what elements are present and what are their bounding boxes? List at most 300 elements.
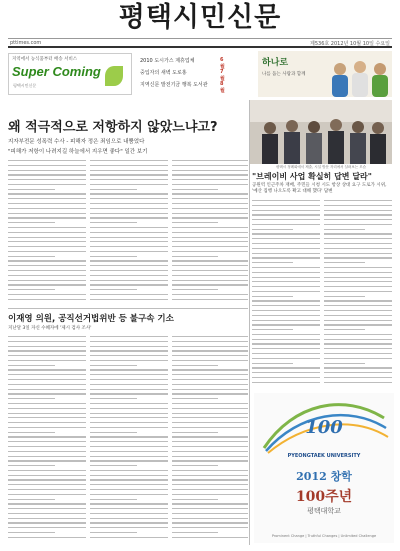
text-line (90, 479, 168, 480)
schedule-row (140, 69, 225, 82)
text-line (90, 470, 168, 471)
text-line (324, 277, 392, 278)
text-line (90, 241, 168, 242)
text-line (90, 193, 168, 194)
text-line (8, 470, 86, 471)
lead-body-column-3 (172, 160, 248, 305)
text-line (8, 251, 86, 252)
text-line (172, 393, 248, 394)
text-line (172, 494, 248, 495)
text-line (324, 320, 392, 321)
text-line (172, 408, 248, 409)
text-line (90, 227, 168, 228)
text-line (8, 537, 86, 538)
text-line (90, 369, 168, 370)
text-line (172, 532, 218, 533)
text-line (252, 281, 320, 282)
text-line (90, 246, 168, 247)
text-line (172, 246, 248, 247)
text-line (8, 436, 86, 437)
text-line (90, 393, 168, 394)
text-line (8, 374, 86, 375)
text-line (172, 499, 218, 500)
text-line (90, 508, 168, 509)
text-line (172, 299, 248, 300)
text-line (8, 256, 55, 257)
text-line (8, 265, 86, 266)
text-line (252, 353, 320, 354)
text-line (252, 367, 320, 368)
text-line (90, 503, 168, 504)
text-line (8, 336, 86, 337)
text-line (324, 267, 392, 268)
newspaper-title: 평택시민신문 (118, 2, 282, 33)
text-line (8, 527, 86, 528)
people-illustration (326, 57, 390, 97)
text-line (8, 275, 86, 276)
text-line (172, 518, 248, 519)
text-line (8, 198, 86, 199)
text-line (90, 475, 168, 476)
text-line (90, 174, 168, 175)
text-line (8, 360, 86, 361)
text-line (8, 299, 86, 300)
text-line (90, 184, 168, 185)
text-line (172, 227, 248, 228)
text-line (90, 237, 168, 238)
text-line (324, 219, 392, 220)
text-line (324, 358, 392, 359)
text-line (172, 374, 248, 375)
text-line (90, 403, 168, 404)
text-line (8, 532, 55, 533)
text-line (324, 343, 392, 344)
text-line (172, 213, 248, 214)
text-line (8, 160, 86, 161)
text-line (8, 341, 86, 342)
text-line (324, 353, 392, 354)
text-line (324, 238, 392, 239)
text-line (90, 232, 168, 233)
text-line (252, 205, 320, 206)
text-line (8, 413, 86, 414)
text-line (172, 198, 248, 199)
text-line (90, 251, 168, 252)
text-line (8, 189, 55, 190)
schedule-value: 8월 (220, 81, 225, 94)
masthead (0, 0, 400, 36)
text-line (252, 243, 320, 244)
text-line (172, 265, 248, 266)
lower-story-subhead: 지난달 3일 자신 수혜자에 '제시 검사 조사' (8, 326, 92, 331)
hanaro-title: 하나로 (262, 58, 289, 68)
text-line (90, 299, 168, 300)
text-line (252, 377, 320, 378)
text-line (90, 522, 168, 523)
text-line (8, 494, 86, 495)
text-line (90, 256, 137, 257)
university-logo: PYEONGTAEK UNIVERSITY (287, 453, 361, 459)
website-link[interactable]: pttimes.com (10, 40, 42, 46)
ad-tagline: 지역에서 농식품부터 배송 서비스 (12, 57, 78, 62)
text-line (8, 499, 55, 500)
text-line (324, 262, 365, 263)
text-line (172, 275, 248, 276)
text-line (8, 213, 86, 214)
schedule-row (140, 81, 225, 94)
text-line (8, 484, 86, 485)
text-line (8, 379, 86, 380)
text-line (90, 389, 168, 390)
text-line (8, 346, 86, 347)
text-line (324, 300, 392, 301)
text-line (252, 339, 320, 340)
text-line (172, 336, 248, 337)
anniversary-title: 100주년 (295, 489, 353, 505)
text-line (8, 446, 86, 447)
text-line (324, 291, 392, 292)
text-line (172, 241, 248, 242)
text-line (8, 508, 86, 509)
lower-body-column-2 (90, 336, 168, 544)
text-line (252, 363, 293, 364)
text-line (90, 189, 137, 190)
text-line (90, 441, 168, 442)
column-divider (249, 100, 250, 545)
text-line (324, 339, 392, 340)
text-line (8, 465, 55, 466)
text-line (90, 165, 168, 166)
text-line (172, 270, 248, 271)
text-line (172, 484, 248, 485)
university-name: 평택대학교 (307, 507, 341, 515)
text-line (8, 475, 86, 476)
text-line (324, 348, 392, 349)
text-line (8, 451, 86, 452)
text-line (172, 475, 248, 476)
text-line (252, 329, 293, 330)
lower-body-column-1 (8, 336, 86, 544)
text-line (90, 494, 168, 495)
text-line (90, 379, 168, 380)
text-line (8, 432, 55, 433)
text-line (90, 451, 168, 452)
text-line (252, 334, 320, 335)
text-line (90, 179, 168, 180)
schedule-label: 지역신문 발전기금 행복 도서관 (140, 82, 208, 88)
text-line (172, 260, 248, 261)
text-line (252, 320, 320, 321)
text-line (252, 219, 320, 220)
text-line (90, 208, 168, 209)
text-line (8, 294, 86, 295)
text-line (252, 358, 320, 359)
text-line (252, 348, 320, 349)
news-photo[interactable] (250, 100, 392, 164)
text-line (172, 256, 218, 257)
text-line (172, 289, 218, 290)
university-anniversary-ad[interactable] (254, 393, 394, 543)
ad-brand: Super Coming (12, 64, 101, 79)
text-line (172, 208, 248, 209)
text-line (8, 479, 86, 480)
right-body-column-1 (252, 200, 320, 390)
schedule-value: 7월 (220, 69, 225, 82)
text-line (324, 310, 392, 311)
text-line (252, 277, 320, 278)
text-line (90, 294, 168, 295)
lower-story-headline[interactable]: 이재영 의원, 공직선거법위반 등 불구속 기소 (8, 314, 174, 324)
text-line (90, 280, 168, 281)
text-line (172, 460, 248, 461)
text-line (252, 210, 320, 211)
text-line (90, 456, 168, 457)
text-line (172, 237, 248, 238)
crowd-photo-icon (250, 100, 392, 164)
text-line (90, 222, 137, 223)
text-line (8, 165, 86, 166)
text-line (252, 305, 320, 306)
lead-headline[interactable]: 왜 적극적으로 저항하지 않았느냐고? (8, 120, 218, 135)
text-line (252, 214, 320, 215)
text-line (90, 289, 137, 290)
text-line (172, 398, 218, 399)
photo-caption: 평택시 정례회에서 제출, 시설 방문 자리에서 살펴보는 모습 (275, 165, 367, 169)
text-line (8, 241, 86, 242)
text-line (252, 286, 320, 287)
section-divider (8, 308, 248, 309)
text-line (8, 289, 55, 290)
lead-body-column-1 (8, 160, 86, 305)
text-line (8, 417, 86, 418)
text-line (90, 384, 168, 385)
text-line (172, 365, 218, 366)
text-line (172, 184, 248, 185)
text-line (172, 355, 248, 356)
text-line (172, 522, 248, 523)
text-line (252, 257, 320, 258)
text-line (172, 427, 248, 428)
text-line (172, 479, 248, 480)
text-line (90, 284, 168, 285)
schedule-row (140, 57, 225, 70)
text-line (8, 441, 86, 442)
lead-subhead: 지자부전문 성폭력 수사 - 피해자 정은 죄임으로 내뿜었다 (8, 139, 145, 145)
text-line (324, 272, 392, 273)
text-line (324, 296, 365, 297)
text-line (252, 233, 320, 234)
right-story-headline[interactable]: "브레이비 사업 확실히 답변 달라" (252, 172, 372, 181)
text-line (324, 214, 392, 215)
text-line (172, 193, 248, 194)
text-line (252, 267, 320, 268)
hanaro-ad[interactable] (258, 51, 392, 97)
text-line (252, 248, 320, 249)
text-line (172, 527, 248, 528)
text-line (324, 253, 392, 254)
text-line (172, 350, 248, 351)
text-line (324, 224, 392, 225)
text-line (90, 341, 168, 342)
text-line (324, 315, 392, 316)
text-line (324, 329, 365, 330)
text-line (90, 265, 168, 266)
text-line (8, 393, 86, 394)
text-line (8, 489, 86, 490)
anniversary-year: 2012 창학 (296, 470, 352, 483)
schedule-label: 2010 도시가스 제휴업체 (140, 58, 195, 64)
text-line (252, 253, 320, 254)
text-line (90, 537, 168, 538)
text-line (8, 403, 86, 404)
text-line (8, 208, 86, 209)
text-line (8, 222, 55, 223)
text-line (8, 179, 86, 180)
text-line (90, 336, 168, 337)
text-line (324, 286, 392, 287)
text-line (8, 350, 86, 351)
text-line (90, 465, 137, 466)
text-line (8, 398, 55, 399)
text-line (172, 432, 218, 433)
text-line (8, 355, 86, 356)
schedule-ad[interactable] (136, 53, 254, 95)
text-line (172, 346, 248, 347)
hanaro-subtitle: 나를 돕는 사람과 함께 (262, 72, 306, 77)
text-line (172, 384, 248, 385)
text-line (90, 422, 168, 423)
super-coming-ad[interactable] (8, 53, 132, 95)
text-line (324, 363, 365, 364)
text-line (90, 260, 168, 261)
lower-body-column-3 (172, 336, 248, 544)
text-line (172, 417, 248, 418)
text-line (8, 260, 86, 261)
text-line (8, 384, 86, 385)
text-line (8, 184, 86, 185)
text-line (8, 503, 86, 504)
text-line (8, 460, 86, 461)
text-line (172, 360, 248, 361)
text-line (172, 369, 248, 370)
text-line (90, 518, 168, 519)
text-line (90, 398, 137, 399)
text-line (8, 193, 86, 194)
text-line (90, 446, 168, 447)
text-line (90, 499, 137, 500)
text-line (172, 413, 248, 414)
text-line (324, 372, 392, 373)
text-line (172, 232, 248, 233)
schedule-value: 6월 (220, 57, 225, 70)
text-line (90, 270, 168, 271)
text-line (8, 518, 86, 519)
text-line (324, 210, 392, 211)
text-line (172, 456, 248, 457)
text-line (172, 508, 248, 509)
text-line (8, 232, 86, 233)
text-line (172, 451, 248, 452)
text-line (172, 446, 248, 447)
text-line (252, 315, 320, 316)
text-line (172, 465, 218, 466)
text-line (252, 382, 320, 383)
text-line (8, 427, 86, 428)
text-line (90, 160, 168, 161)
text-line (172, 379, 248, 380)
text-line (172, 203, 248, 204)
text-line (324, 281, 392, 282)
text-line (252, 200, 320, 201)
text-line (90, 346, 168, 347)
text-line (324, 257, 392, 258)
text-line (172, 403, 248, 404)
text-line (324, 334, 392, 335)
text-line (90, 413, 168, 414)
text-line (8, 284, 86, 285)
text-line (324, 205, 392, 206)
text-line (8, 246, 86, 247)
text-line (252, 372, 320, 373)
text-line (252, 310, 320, 311)
text-line (172, 513, 248, 514)
right-story-subhead: 공원역 인근주차 재배, 주민들 시청 시도 항상 상대 요구 도로가 시위, '예산 집행 나오도록 확고 대해 했다' 답변 (252, 183, 387, 194)
text-line (324, 248, 392, 249)
text-line (8, 174, 86, 175)
text-line (172, 222, 218, 223)
text-line (90, 275, 168, 276)
text-line (90, 355, 168, 356)
text-line (252, 300, 320, 301)
right-body-column-2 (324, 200, 392, 390)
text-line (172, 436, 248, 437)
text-line (172, 284, 248, 285)
text-line (172, 389, 248, 390)
text-line (324, 367, 392, 368)
text-line (252, 324, 320, 325)
text-line (8, 422, 86, 423)
text-line (90, 484, 168, 485)
text-line (90, 408, 168, 409)
text-line (90, 198, 168, 199)
text-line (252, 224, 320, 225)
lead-body-column-2 (90, 160, 168, 305)
text-line (172, 441, 248, 442)
text-line (90, 427, 168, 428)
text-line (8, 203, 86, 204)
text-line (8, 237, 86, 238)
text-line (8, 408, 86, 409)
text-line (90, 374, 168, 375)
text-line (172, 217, 248, 218)
text-line (252, 238, 320, 239)
text-line (90, 203, 168, 204)
text-line (90, 365, 137, 366)
ad-brand-sub: 평택시민신문 (13, 83, 37, 88)
text-line (8, 513, 86, 514)
text-line (324, 305, 392, 306)
text-line (90, 532, 137, 533)
text-line (172, 470, 248, 471)
text-line (172, 170, 248, 171)
text-line (324, 382, 392, 383)
text-line (90, 360, 168, 361)
text-line (90, 213, 168, 214)
text-line (8, 170, 86, 171)
text-line (8, 456, 86, 457)
text-line (172, 341, 248, 342)
text-line (90, 417, 168, 418)
